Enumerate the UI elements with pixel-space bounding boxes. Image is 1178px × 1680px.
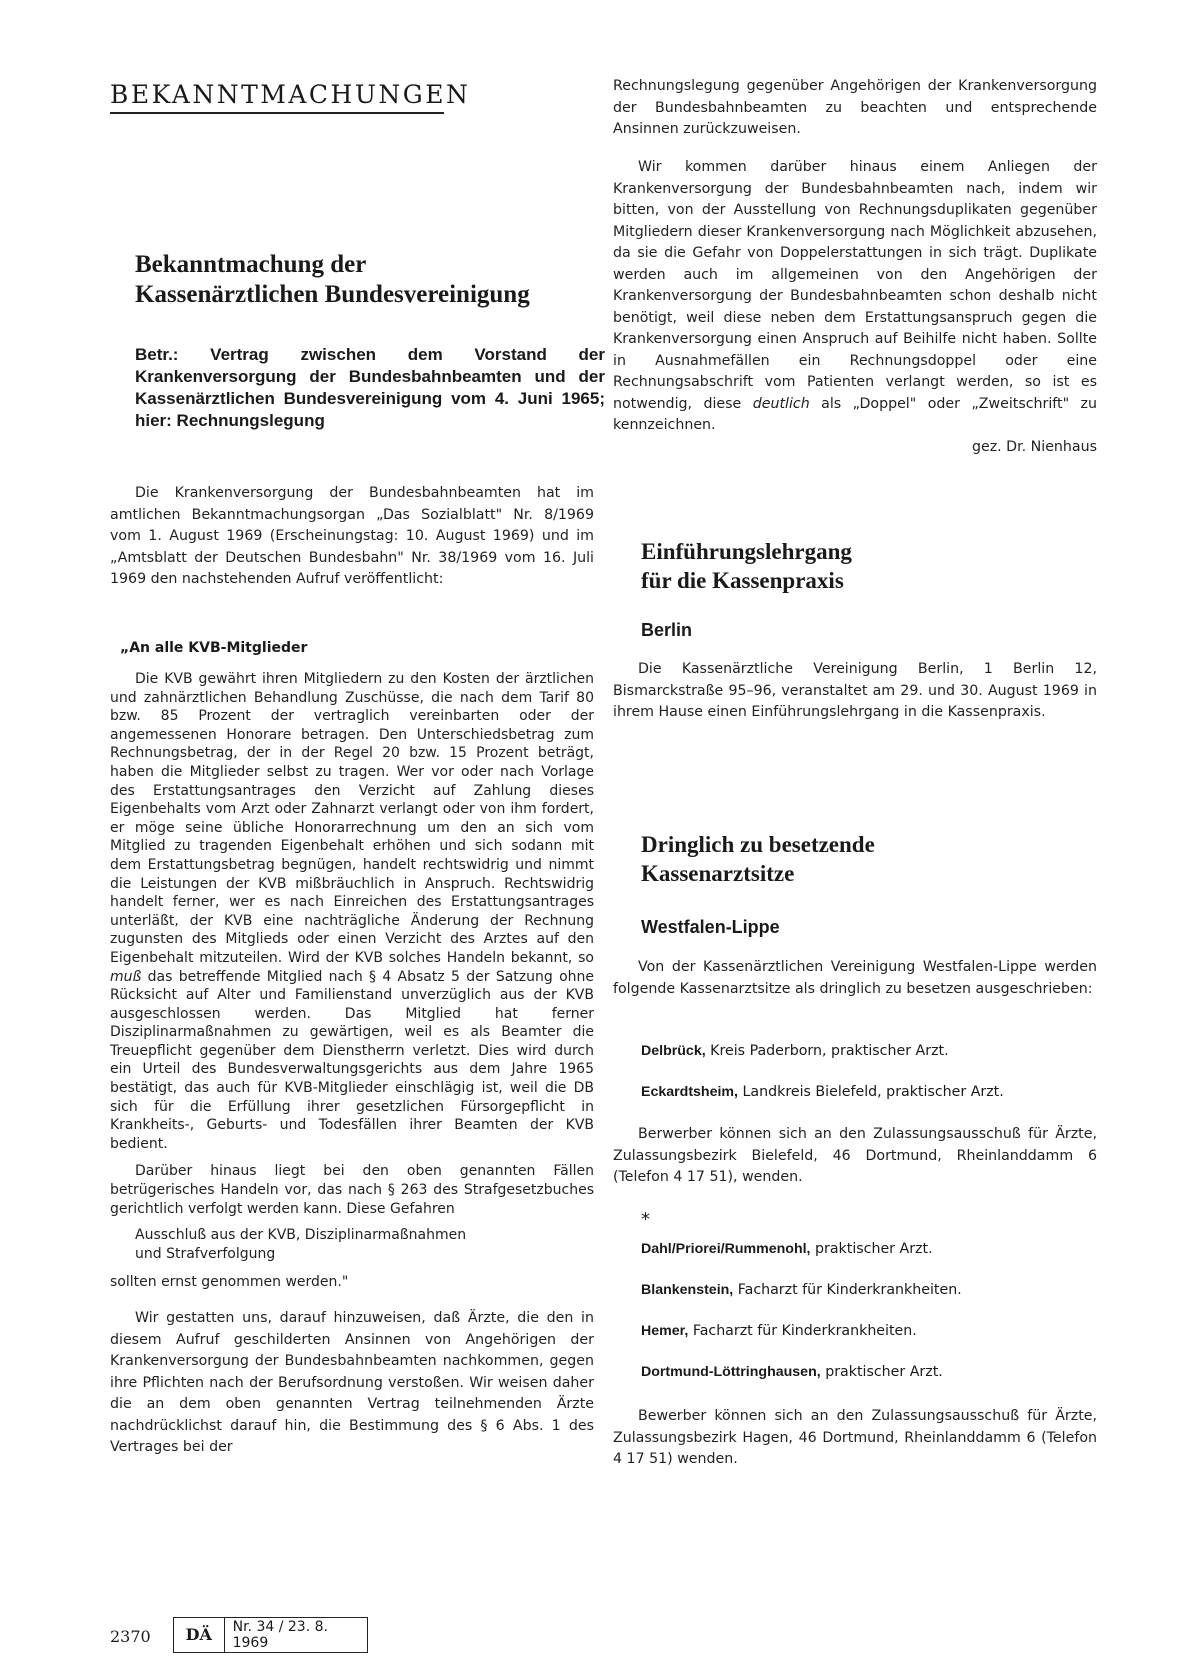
aufruf-paragraph-2: Darüber hinaus liegt bei den oben genannten Fällen betrügerisches Handeln vor, das nach § 263 des Strafgesetzbuches gerichtlich verfolgt werden kann. Diese Gefahren [110,1163,594,1217]
closing-paragraph: Wir gestatten uns, darauf hinzuweisen, daß Ärzte, die den in diesem Aufruf geschilderten Ansinnen von Angehörigen der Krankenversorgung der Bundesbahnbeamten nachkommen, gegen ihre Pflichten nach der Berufsordnung verstoßen. Wir weisen daher die an dem oben genannten Vertrag teilnehmenden Ärzte nachdrücklichst darauf hin, die Bestimmung des § 6 Abs. 1 des Vertrages bei der [110,1310,594,1455]
course-location: Berlin [641,620,693,640]
course-title: Einführungslehrgang für die Kassenpraxis [641,539,852,593]
aufruf-paragraph-1: Die KVB gewährt ihren Mitgliedern zu den Kosten der ärztlichen und zahnärztlichen Behandlung Zuschüsse, die nach dem Tarif 80 bzw. 85 Prozent der vertraglich vereinbarten oder der angemessenen Honorare betragen. Den Unterschiedsbetrag zum Rechnungsbetrag, der in der Regel 20 bzw. 15 Prozent beträgt, haben die Mitglieder selbst zu tragen. Wer vor oder nach Vorlage des Erstattungsantrages den Verzicht auf Zahlung dieses Eigenbehalts vom Arzt oder Zahnarzt verlangt oder von ihm fordert, er möge seine übliche Honorarrechnung um den an sich vom Mitglied zu tragenden Eigenbehalt erhöhen und sich sodann mit dem Erstattungsbetrag begnügen, handelt rechtswidrig und nimmt die Leistungen der KVB mißbräuchlich in Anspruch. Rechtswidrig handelt ferner, wer es nach Einreichen des Erstattungsantrages unterläßt, der KVB eine nachträgliche Änderung der Rechnung zugunsten des Mitglieds oder einen Verzicht des Arztes auf den Eigenbehalt mitzuteilen. Wird der KVB solches Handeln bekannt, so muß das betreffende Mitglied nach § 4 Absatz 5 der Satzung ohne Rücksicht auf Alter und Familienstand unverzüglich aus der KVB ausgeschlossen werden. Das Mitglied hat ferner Disziplinarmaßnahmen zu gewärtigen, weil es als Beamter die Treuepflicht gegenüber dem Dienstherrn verletzt. Dies wird durch ein Urteil des Bundesverwaltungsgerichts aus dem Jahre 1965 bestätigt, das auch für KVB-Mitglieder einschlägig ist, weil die DB sich für die Erfüllung ihrer gesetzlichen Fürsorgepflicht in Krankheits-, Geburts- und Todesfällen ihrer Beamten der KVB bedient. [110,671,595,1152]
vacancies-title: Dringlich zu besetzende Kassenarztsitze [641,832,875,886]
continuation-paragraph: Rechnungslegung gegenüber Angehörigen der Krankenversorgung der Bundesbahnbeamten zu beachten und entsprechende Ansinnen zurückzuweisen. [613,78,1097,137]
vacancy-entry: Delbrück, Kreis Paderborn, praktischer Arzt. [641,1043,949,1059]
course-text: Die Kassenärztliche Vereinigung Berlin, 1 Berlin 12, Bismarckstraße 95–96, veranstaltet am 29. und 30. August 1969 in ihrem Hause einen Einführungslehrgang in die Kassenpraxis. [613,661,1097,720]
page-number: 2370 [110,1627,151,1646]
vacancies-region: Westfalen-Lippe [641,917,780,937]
application-text-bielefeld: Berwerber können sich an den Zulassungsausschuß für Ärzte, Zulassungsbezirk Bielefeld, 46 Dortmund, Rheinlanddamm 6 (Telefon 4 17 51), wenden. [613,1126,1097,1185]
signature: gez. Dr. Nienhaus [971,439,1097,455]
article-subject: Betr.: Vertrag zwischen dem Vorstand der Krankenversorgung der Bundesbahnbeamten und der Kassenärztlichen Bundesvereinigung vom 4. Juni 1965; hier: Rechnungslegung [135,345,605,430]
vacancies-intro: Von der Kassenärztlichen Vereinigung Westfalen-Lippe werden folgende Kassenarztsitze als dringlich zu besetzen ausgeschrieben: [613,959,1097,997]
journal-logo: DÄ [174,1618,225,1652]
section-header: BEKANNTMACHUNGEN [110,80,444,114]
aufruf-list: Ausschluß aus der KVB, Disziplinarmaßnahmen und Strafverfolgung [135,1227,467,1262]
issue-number: Nr. 34 / 23. 8. 1969 [232,1619,328,1651]
vacancy-entry: Dahl/Priorei/Rummenohl, praktischer Arzt. [641,1241,933,1257]
issue-box [173,1617,368,1653]
duplicate-paragraph: Wir kommen darüber hinaus einem Anliegen der Krankenversorgung der Bundesbahnbeamten nach, indem wir bitten, von der Ausstellung von Rechnungsduplikaten gegenüber Mitgliedern dieser Krankenversorgung nach Möglichkeit abzusehen, da sie die Gefahr von Doppelerstattungen in sich trägt. Duplikate werden auch im allgemeinen von den Angehörigen der Krankenversorgung der Bundesbahnbeamten schon deshalb nicht benötigt, weil diese neben dem Erstattungsanspruch gegen die Krankenversorgung einen Anspruch auf Beihilfe nicht haben. Sollte in Ausnahmefällen ein Rechnungsdoppel oder eine Rechnungsabschrift vom Patienten verlangt werden, so ist es notwendig, diese deutlich als „Doppel" oder „Zweitschrift" zu kennzeichnen. [613,159,1097,433]
vacancy-entry: Hemer, Facharzt für Kinderkrankheiten. [641,1323,917,1339]
vacancy-entry: Blankenstein, Facharzt für Kinderkrankheiten. [641,1282,962,1298]
intro-paragraph: Die Krankenversorgung der Bundesbahnbeamten hat im amtlichen Bekanntmachungsorgan „Das Sozialblatt" Nr. 8/1969 vom 1. August 1969 (Erscheinungstag: 10. August 1969) und im „Amtsblatt der Deutschen Bundesbahn" Nr. 38/1969 vom 16. Juli 1969 den nachstehenden Aufruf veröffentlicht: [110,485,594,587]
article-title: Bekanntmachung der Kassenärztlichen Bundesvereinigung [135,251,530,308]
aufruf-block [110,640,594,1459]
aufruf-end: sollten ernst genommen werden." [110,1274,349,1291]
vacancy-entry: Eckardtsheim, Landkreis Bielefeld, praktischer Arzt. [641,1084,1004,1100]
vacancy-entry: Dortmund-Löttringhausen, praktischer Arzt. [641,1364,943,1380]
application-text-hagen: Bewerber können sich an den Zulassungsausschuß für Ärzte, Zulassungsbezirk Hagen, 46 Dortmund, Rheinlanddamm 6 (Telefon 4 17 51) wenden. [613,1408,1097,1467]
aufruf-title: „An alle KVB-Mitglieder [120,640,308,656]
separator-star: * [641,1209,650,1230]
